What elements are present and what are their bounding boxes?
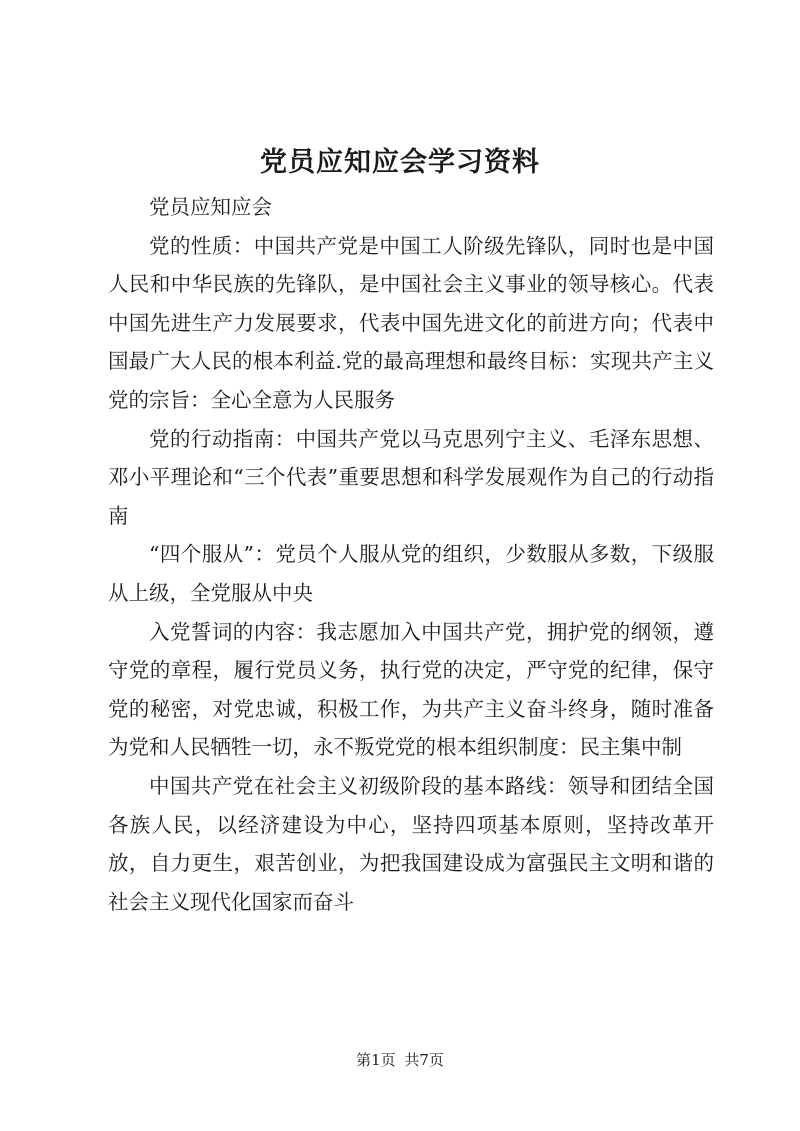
paragraph-intro: 党员应知应会 (149, 195, 272, 219)
document-title: 党员应知应会学习资料 (260, 147, 540, 178)
paragraph-basic-line: 中国共产党在社会主义初级阶段的基本路线：领导和团结全国各族人民，以经济建设为中心，坚持四项基本原则，坚持改革开放，自力更生，艰苦创业，为把我国建设成为富强民主文明和谐的社会主义现代化国家而奋斗 (108, 773, 714, 914)
page-footer (0, 1049, 800, 1070)
paragraph-action-guide: 党的行动指南：中国共产党以马克思列宁主义、毛泽东思想、邓小平理论和“三个代表”重要思想和科学发展观作为自己的行动指南 (108, 426, 714, 528)
document-body (108, 188, 714, 921)
paragraph-four-obediences: “四个服从”：党员个人服从党的组织，少数服从多数，下级服从上级，全党服从中央 (108, 542, 714, 605)
page-total: 共7页 (404, 1051, 444, 1069)
paragraph-oath: 入党誓词的内容：我志愿加入中国共产党，拥护党的纲领，遵守党的章程，履行党员义务，执行党的决定，严守党的纪律，保守党的秘密，对党忠诚，积极工作，为共产主义奋斗终身，随时准备为党和人民牺牲一切，永不叛党党的根本组织制度：民主集中制 (108, 619, 714, 760)
paragraph-party-nature: 党的性质：中国共产党是中国工人阶级先锋队，同时也是中国人民和中华民族的先锋队，是中国社会主义事业的领导核心。代表中国先进生产力发展要求，代表中国先进文化的前进方向；代表中国最广大人民的根本利益.党的最高理想和最终目标：实现共产主义党的宗旨：全心全意为人民服务 (108, 233, 714, 412)
page-number: 第1页 (356, 1051, 396, 1069)
